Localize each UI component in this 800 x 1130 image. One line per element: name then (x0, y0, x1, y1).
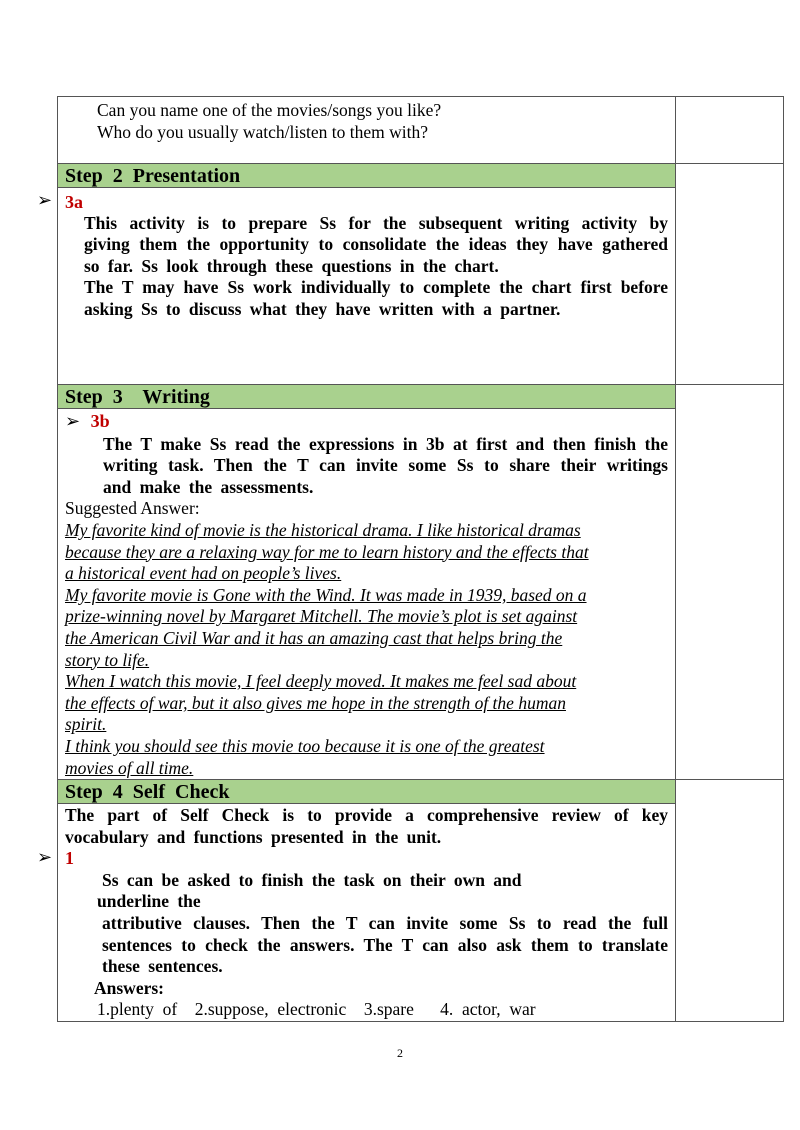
step3-instruction: The T make Ss read the expressions in 3b at first and then finish the writing task. Then the T can invite some Ss to share their writings and make the assessments. (103, 433, 668, 497)
answer-line: the effects of war, but it also gives me hope in the strength of the human (65, 692, 566, 713)
answer-line: When I watch this movie, I feel deeply moved. It makes me feel sad about (65, 671, 577, 692)
answer-line: spirit. (65, 714, 107, 735)
step3-heading: Step 3 Writing (58, 385, 675, 409)
side-cell-step4 (676, 780, 784, 1022)
intro-cell (58, 97, 676, 164)
step4-cell (58, 780, 676, 1022)
step3-row (58, 385, 784, 780)
page-number: 2 (397, 1046, 403, 1060)
step4-instruction-line2: underline the (97, 891, 201, 912)
step2-marker: 3a (65, 192, 83, 212)
step2-paragraph: This activity is to prepare Ss for the subsequent writing activity by giving them the opportunity to consolidate the ideas they have gathered so far. Ss look through these questions in the chart. (84, 212, 668, 276)
answer-line: My favorite kind of movie is the historical drama. I like historical dramas (65, 519, 581, 540)
answers-text: 1.plenty of 2.suppose, electronic 3.spare 4. actor, war (97, 999, 536, 1020)
answer-line: prize-winning novel by Margaret Mitchell. The movie’s plot is set against (65, 606, 578, 627)
side-cell-step2 (676, 164, 784, 385)
suggested-answer (65, 520, 668, 779)
arrow-icon: ➢ (65, 411, 81, 431)
step4-marker: 1 (65, 848, 74, 869)
answer-line: movies of all time. (65, 757, 194, 778)
step4-instruction-rest: attributive clauses. Then the T can invite some Ss to read the full sentences to check the answers. The T can also ask them to translate these sentences. (102, 913, 668, 977)
side-cell-step3 (676, 385, 784, 780)
answer-line: because they are a relaxing way for me to learn history and the effects that (65, 541, 589, 562)
intro-question-2: Who do you usually watch/listen to them with? (97, 122, 428, 142)
intro-row (58, 97, 784, 164)
arrow-icon: ➢ (37, 847, 53, 867)
step2-paragraph-2: The T may have Ss work individually to complete the chart first before asking Ss to discuss what they have written with a partner. (84, 277, 668, 319)
arrow-icon: ➢ (37, 190, 53, 210)
step2-cell (58, 164, 676, 385)
answer-line: I think you should see this movie too because it is one of the greatest (65, 735, 545, 756)
step4-instruction-line1: Ss can be asked to finish the task on their own and (102, 869, 522, 890)
step3-cell (58, 385, 676, 780)
step4-heading: Step 4 Self Check (58, 780, 675, 804)
intro-question-1: Can you name one of the movies/songs you like? (97, 100, 442, 120)
step2-row (58, 164, 784, 385)
step4-intro: The part of Self Check is to provide a comprehensive review of key vocabulary and functions presented in the unit. (65, 805, 668, 847)
answer-line: story to life. (65, 649, 150, 670)
answers-label: Answers: (94, 977, 164, 998)
lesson-plan-table (57, 96, 784, 1022)
step2-heading: Step 2 Presentation (58, 164, 675, 188)
answer-line: the American Civil War and it has an amazing cast that helps bring the (65, 627, 563, 648)
answer-line: My favorite movie is Gone with the Wind. It was made in 1939, based on a (65, 584, 587, 605)
step3-marker: 3b (90, 411, 110, 431)
answer-line: a historical event had on people’s lives. (65, 563, 342, 584)
side-cell-intro (676, 97, 784, 164)
suggested-answer-label: Suggested Answer: (65, 498, 200, 519)
step4-row (58, 780, 784, 1022)
